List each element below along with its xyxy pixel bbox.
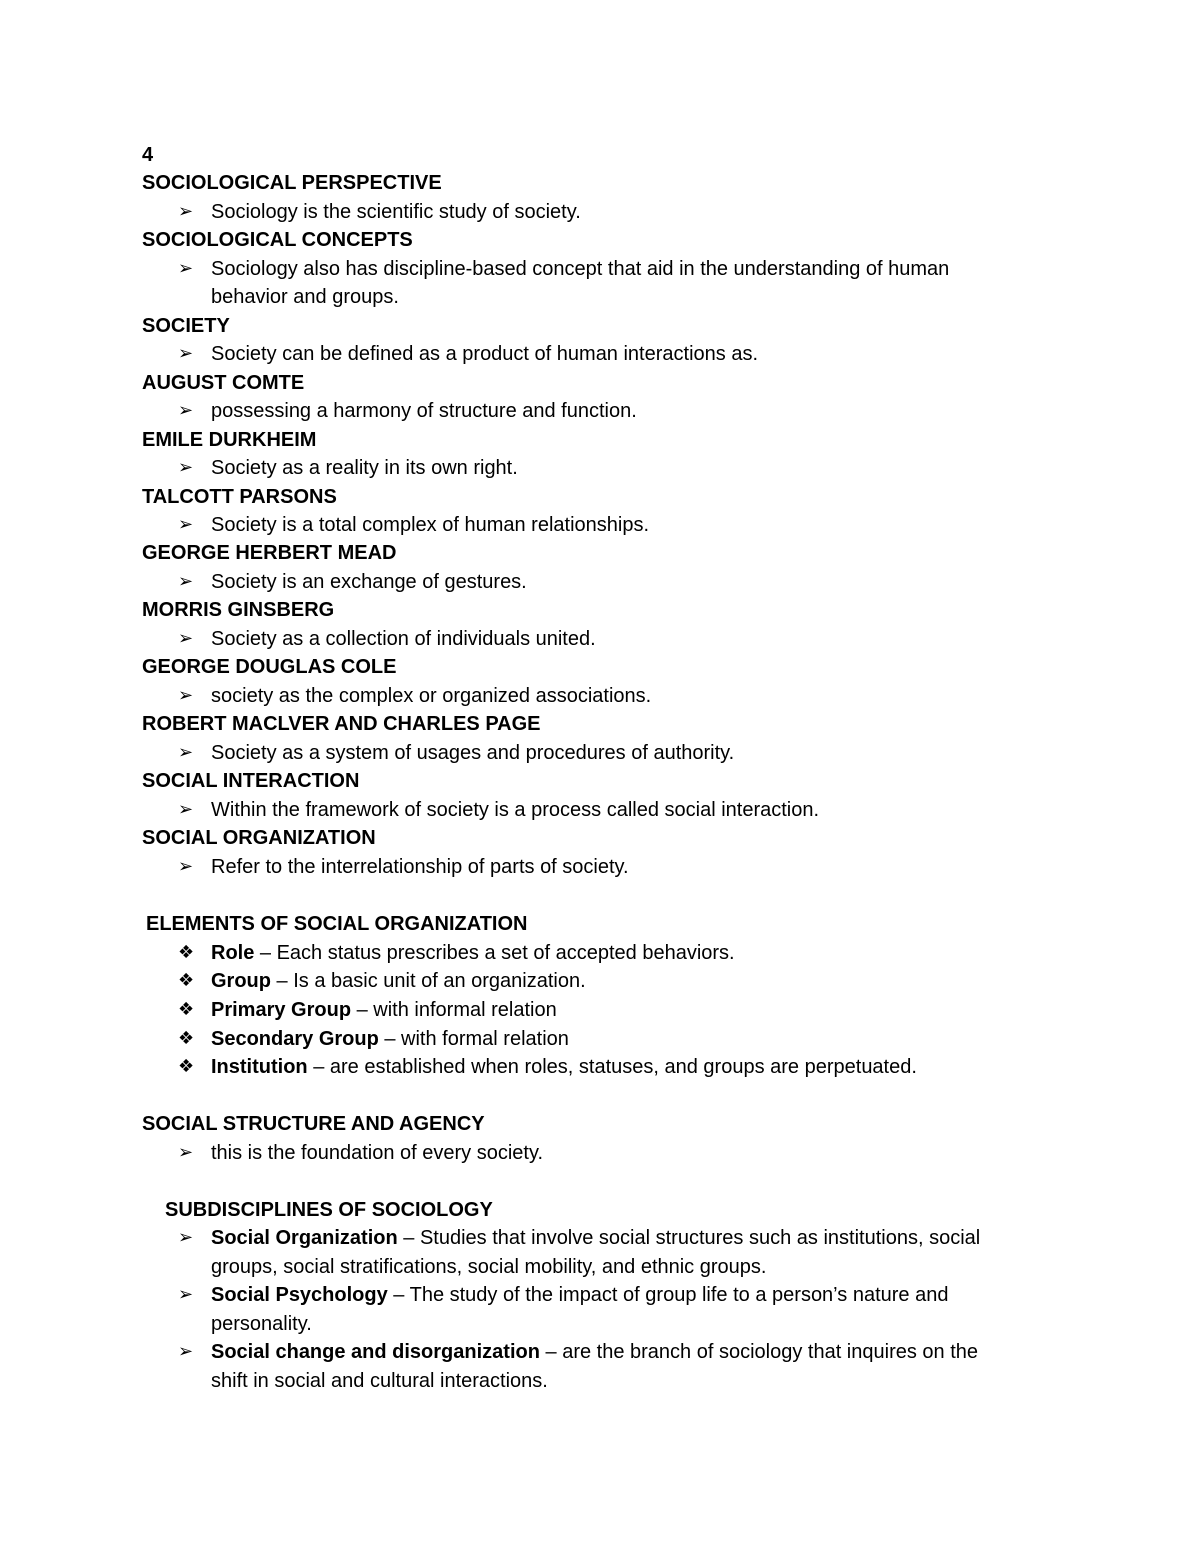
- element-desc: – are established when roles, statuses, and groups are perpetuated.: [307, 1056, 917, 1078]
- arrow-bullet-icon: ➢: [178, 1227, 194, 1248]
- subdiscipline-term: Social Psychology: [211, 1284, 388, 1306]
- arrow-bullet-icon: ➢: [178, 1142, 194, 1163]
- bullet-text: Society can be defined as a product of human interactions as.: [211, 343, 759, 365]
- element-term: Secondary Group: [211, 1028, 379, 1050]
- section-heading: SOCIOLOGICAL CONCEPTS: [142, 229, 413, 251]
- section-heading: SOCIOLOGICAL PERSPECTIVE: [142, 172, 442, 194]
- element-desc: – Is a basic unit of an organization.: [271, 970, 586, 992]
- bullet-text: Within the framework of society is a process called social interaction.: [211, 799, 820, 821]
- arrow-bullet-icon: ➢: [178, 258, 194, 279]
- subdiscipline-item: [211, 1224, 980, 1252]
- subdiscipline-desc: – Studies that involve social structures such as institutions, social: [397, 1227, 981, 1249]
- arrow-bullet-icon: ➢: [178, 685, 194, 706]
- subdiscipline-item: [211, 1281, 948, 1309]
- section-heading: SOCIAL ORGANIZATION: [142, 827, 376, 849]
- diamond-bullet-icon: ❖: [178, 1056, 195, 1077]
- diamond-bullet-icon: ❖: [178, 1028, 195, 1049]
- element-item: [211, 1053, 917, 1081]
- subdiscipline-desc: – The study of the impact of group life to a person’s nature and: [387, 1284, 949, 1306]
- section-heading: ROBERT MACLVER AND CHARLES PAGE: [142, 713, 541, 735]
- section-heading: AUGUST COMTE: [142, 372, 305, 394]
- element-item: [211, 1025, 569, 1053]
- bullet-text: society as the complex or organized associations.: [211, 685, 652, 707]
- subdiscipline-term: Social Organization: [211, 1227, 398, 1249]
- section-heading: SOCIETY: [142, 315, 230, 337]
- bullet-text: Society is a total complex of human relationships.: [211, 514, 649, 536]
- element-desc: – with informal relation: [351, 999, 557, 1021]
- element-item: [211, 967, 586, 995]
- subdisciplines-heading: SUBDISCIPLINES OF SOCIOLOGY: [165, 1199, 493, 1221]
- bullet-text: Society as a system of usages and procedures of authority.: [211, 742, 735, 764]
- arrow-bullet-icon: ➢: [178, 856, 194, 877]
- element-term: Role: [211, 942, 255, 964]
- element-desc: – with formal relation: [378, 1028, 569, 1050]
- bullet-text: Refer to the interrelationship of parts of society.: [211, 856, 629, 878]
- section-heading: EMILE DURKHEIM: [142, 429, 317, 451]
- element-desc: – Each status prescribes a set of accepted behaviors.: [254, 942, 735, 964]
- bullet-text: Sociology is the scientific study of society.: [211, 201, 581, 223]
- bullet-text: this is the foundation of every society.: [211, 1142, 544, 1164]
- section-heading: MORRIS GINSBERG: [142, 599, 335, 621]
- element-term: Group: [211, 970, 271, 992]
- element-item: [211, 996, 557, 1024]
- section-heading: SOCIAL INTERACTION: [142, 770, 360, 792]
- diamond-bullet-icon: ❖: [178, 942, 195, 963]
- arrow-bullet-icon: ➢: [178, 628, 194, 649]
- bullet-text: Society as a reality in its own right.: [211, 457, 518, 479]
- element-term: Primary Group: [211, 999, 352, 1021]
- subdiscipline-item: [211, 1338, 978, 1366]
- bullet-text: Sociology also has discipline-based concept that aid in the understanding of human: [211, 258, 950, 280]
- arrow-bullet-icon: ➢: [178, 514, 194, 535]
- arrow-bullet-icon: ➢: [178, 343, 194, 364]
- element-term: Institution: [211, 1056, 308, 1078]
- diamond-bullet-icon: ❖: [178, 970, 195, 991]
- subdiscipline-term: Social change and disorganization: [211, 1341, 540, 1363]
- section-heading: GEORGE HERBERT MEAD: [142, 542, 397, 564]
- arrow-bullet-icon: ➢: [178, 571, 194, 592]
- arrow-bullet-icon: ➢: [178, 201, 194, 222]
- elements-heading: ELEMENTS OF SOCIAL ORGANIZATION: [146, 913, 528, 935]
- section-heading: GEORGE DOUGLAS COLE: [142, 656, 397, 678]
- structure-heading: SOCIAL STRUCTURE AND AGENCY: [142, 1113, 485, 1135]
- arrow-bullet-icon: ➢: [178, 742, 194, 763]
- bullet-text: Society as a collection of individuals united.: [211, 628, 596, 650]
- page-number: 4: [142, 144, 154, 166]
- arrow-bullet-icon: ➢: [178, 1341, 194, 1362]
- subdiscipline-continuation: shift in social and cultural interactions.: [211, 1370, 548, 1392]
- section-heading: TALCOTT PARSONS: [142, 486, 337, 508]
- subdiscipline-desc: – are the branch of sociology that inquires on the: [539, 1341, 979, 1363]
- diamond-bullet-icon: ❖: [178, 999, 195, 1020]
- element-item: [211, 939, 735, 967]
- subdiscipline-continuation: groups, social stratifications, social mobility, and ethnic groups.: [211, 1256, 767, 1278]
- arrow-bullet-icon: ➢: [178, 400, 194, 421]
- arrow-bullet-icon: ➢: [178, 799, 194, 820]
- bullet-text: Society is an exchange of gestures.: [211, 571, 527, 593]
- bullet-text: possessing a harmony of structure and function.: [211, 400, 637, 422]
- arrow-bullet-icon: ➢: [178, 1284, 194, 1305]
- subdiscipline-continuation: personality.: [211, 1313, 312, 1335]
- bullet-text-continuation: behavior and groups.: [211, 286, 399, 308]
- arrow-bullet-icon: ➢: [178, 457, 194, 478]
